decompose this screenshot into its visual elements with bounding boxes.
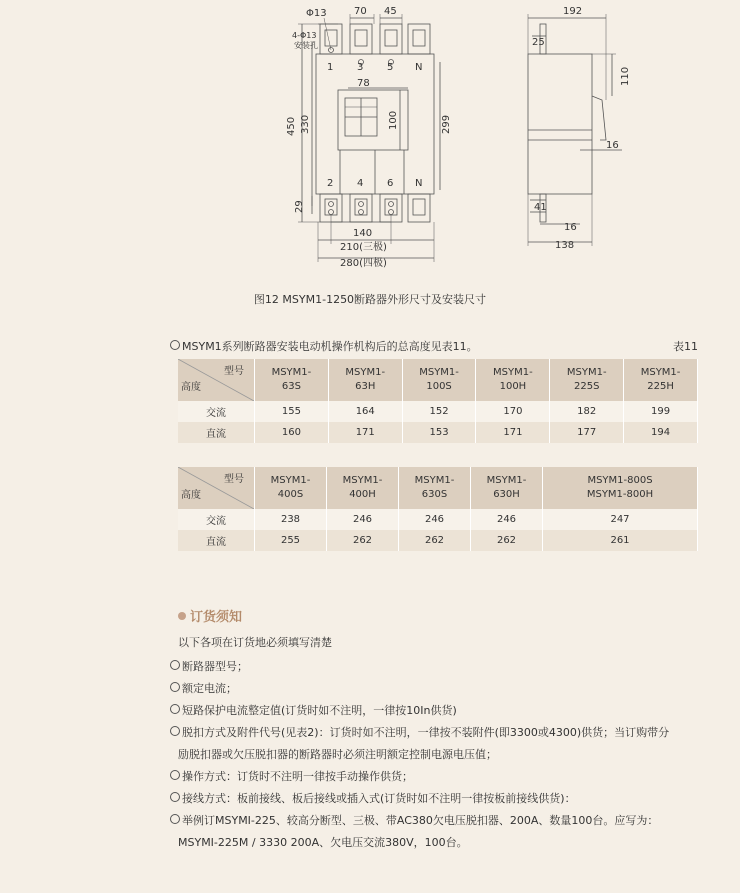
corner-height-label: 高度 xyxy=(181,382,201,393)
dim-330: 330 xyxy=(300,114,311,134)
list-item-continuation: 励脱扣器或欠压脱扣器的断路器时必须注明额定控制电源电压值； xyxy=(178,748,497,761)
section-title xyxy=(178,606,242,625)
dim-100: 100 xyxy=(388,110,399,130)
table-cell: 255 xyxy=(255,530,327,551)
dim-16-bottom: 16 xyxy=(564,222,577,233)
row-label: 直流 xyxy=(178,530,255,551)
table-cell: 262 xyxy=(471,530,543,551)
list-item: 短路保护电流整定值(订货时如不注明，一律按10In供货) xyxy=(170,700,710,722)
bullet-circle-icon xyxy=(170,770,180,780)
row-label: 直流 xyxy=(178,422,255,443)
order-requirements-list xyxy=(170,656,710,854)
table-cell: 199 xyxy=(624,401,698,422)
height-table-2 xyxy=(178,467,698,551)
bullet-circle-icon xyxy=(170,682,180,692)
table-row xyxy=(178,509,698,530)
table-header-row xyxy=(178,359,698,401)
bullet-dot-icon xyxy=(178,612,186,620)
terminal-bottom-4: 4 xyxy=(357,178,364,189)
list-item: 额定电流； xyxy=(170,678,710,700)
dim-45: 45 xyxy=(384,6,397,17)
list-item: 举例订MSYMI-225、较高分断型、三极、带AC380欠电压脱扣器、200A、数量100台。应写为： xyxy=(170,810,710,832)
table-intro xyxy=(170,338,478,354)
terminal-top-n: N xyxy=(415,62,423,73)
table-cell: 171 xyxy=(476,422,550,443)
dim-16-top: 16 xyxy=(606,140,619,151)
table-cell: 262 xyxy=(399,530,471,551)
dimension-drawing-svg xyxy=(0,0,740,290)
col-header: MSYM1- 630S xyxy=(399,467,471,509)
bullet-circle-icon xyxy=(170,792,180,802)
col-header: MSYM1- 225S xyxy=(550,359,624,401)
bullet-circle-icon xyxy=(170,814,180,824)
terminal-top-1: 1 xyxy=(327,62,334,73)
table-header-row xyxy=(178,467,698,509)
list-item: 断路器型号； xyxy=(170,656,710,678)
table-row xyxy=(178,422,698,443)
table-number: 表11 xyxy=(673,340,698,353)
dim-299: 299 xyxy=(441,114,452,134)
table-corner-cell xyxy=(178,467,255,509)
table-cell: 246 xyxy=(471,509,543,530)
figure-caption: 图12 MSYM1-1250断路器外形尺寸及安装尺寸 xyxy=(253,293,487,306)
section-title-text: 订货须知 xyxy=(190,610,243,625)
col-header: MSYM1- 400H xyxy=(327,467,399,509)
table-cell: 182 xyxy=(550,401,624,422)
row-label: 交流 xyxy=(178,509,255,530)
dim-25: 25 xyxy=(532,37,545,48)
terminal-top-5: 5 xyxy=(387,62,394,73)
bullet-circle-icon xyxy=(170,726,180,736)
table-cell: 160 xyxy=(255,422,329,443)
corner-height-label: 高度 xyxy=(181,490,201,501)
height-table-1 xyxy=(178,359,698,443)
table-cell: 261 xyxy=(543,530,698,551)
col-header: MSYM1- 400S xyxy=(255,467,327,509)
table-cell: 177 xyxy=(550,422,624,443)
terminal-bottom-6: 6 xyxy=(387,178,394,189)
list-item: 接线方式：板前接线、板后接线或插入式(订货时如不注明一律按板前接线供货)： xyxy=(170,788,710,810)
table-cell: 194 xyxy=(624,422,698,443)
col-header: MSYM1- 225H xyxy=(624,359,698,401)
col-header: MSYM1-800S MSYM1-800H xyxy=(543,467,698,509)
table-cell: 262 xyxy=(327,530,399,551)
dim-138: 138 xyxy=(555,240,575,251)
table-cell: 152 xyxy=(402,401,476,422)
dim-phi13: Φ13 xyxy=(306,8,327,19)
dim-hole-count: 4-Φ13 xyxy=(292,31,317,40)
terminal-bottom-2: 2 xyxy=(327,178,334,189)
dimension-drawing xyxy=(0,0,740,290)
table-corner-cell xyxy=(178,359,255,401)
corner-model-label: 型号 xyxy=(224,366,244,377)
table-row xyxy=(178,401,698,422)
bullet-circle-icon xyxy=(170,660,180,670)
dim-280: 280(四极) xyxy=(340,258,387,269)
dim-192: 192 xyxy=(563,6,583,17)
bullet-circle-icon xyxy=(170,340,180,350)
dim-210: 210(三极) xyxy=(340,242,387,253)
table-cell: 246 xyxy=(399,509,471,530)
col-header: MSYM1- 63H xyxy=(328,359,402,401)
corner-model-label: 型号 xyxy=(224,474,244,485)
dim-140: 140 xyxy=(353,228,373,239)
table-cell: 247 xyxy=(543,509,698,530)
table-intro-text: MSYM1系列断路器安装电动机操作机构后的总高度见表11。 xyxy=(182,340,478,353)
table-cell: 164 xyxy=(328,401,402,422)
table-cell: 171 xyxy=(328,422,402,443)
col-header: MSYM1- 100H xyxy=(476,359,550,401)
col-header: MSYM1- 100S xyxy=(402,359,476,401)
list-item: 操作方式：订货时不注明一律按手动操作供货； xyxy=(170,766,710,788)
dim-78: 78 xyxy=(357,78,370,89)
col-header: MSYM1- 63S xyxy=(255,359,329,401)
bullet-circle-icon xyxy=(170,704,180,714)
table-cell: 238 xyxy=(255,509,327,530)
dim-hole-label: 安装孔 xyxy=(294,41,318,50)
table-cell: 153 xyxy=(402,422,476,443)
col-header: MSYM1- 630H xyxy=(471,467,543,509)
table-cell: 155 xyxy=(255,401,329,422)
table-row xyxy=(178,530,698,551)
order-lead: 以下各项在订货地必须填写清楚 xyxy=(178,636,332,649)
list-item: 脱扣方式及附件代号(见表2)：订货时如不注明，一律按不装附件(即3300或4300)供货；当订购带分 xyxy=(170,722,710,744)
terminal-top-3: 3 xyxy=(357,62,364,73)
dim-41: 41 xyxy=(534,202,547,213)
dim-70: 70 xyxy=(354,6,367,17)
table-cell: 246 xyxy=(327,509,399,530)
table-cell: 170 xyxy=(476,401,550,422)
dim-29: 29 xyxy=(294,200,305,213)
order-example: MSYMI-225M / 3330 200A、欠电压交流380V，100台。 xyxy=(178,836,468,849)
dim-110: 110 xyxy=(620,66,631,86)
dim-450: 450 xyxy=(286,116,297,136)
terminal-bottom-n: N xyxy=(415,178,423,189)
row-label: 交流 xyxy=(178,401,255,422)
breaker-body-side xyxy=(528,54,592,194)
